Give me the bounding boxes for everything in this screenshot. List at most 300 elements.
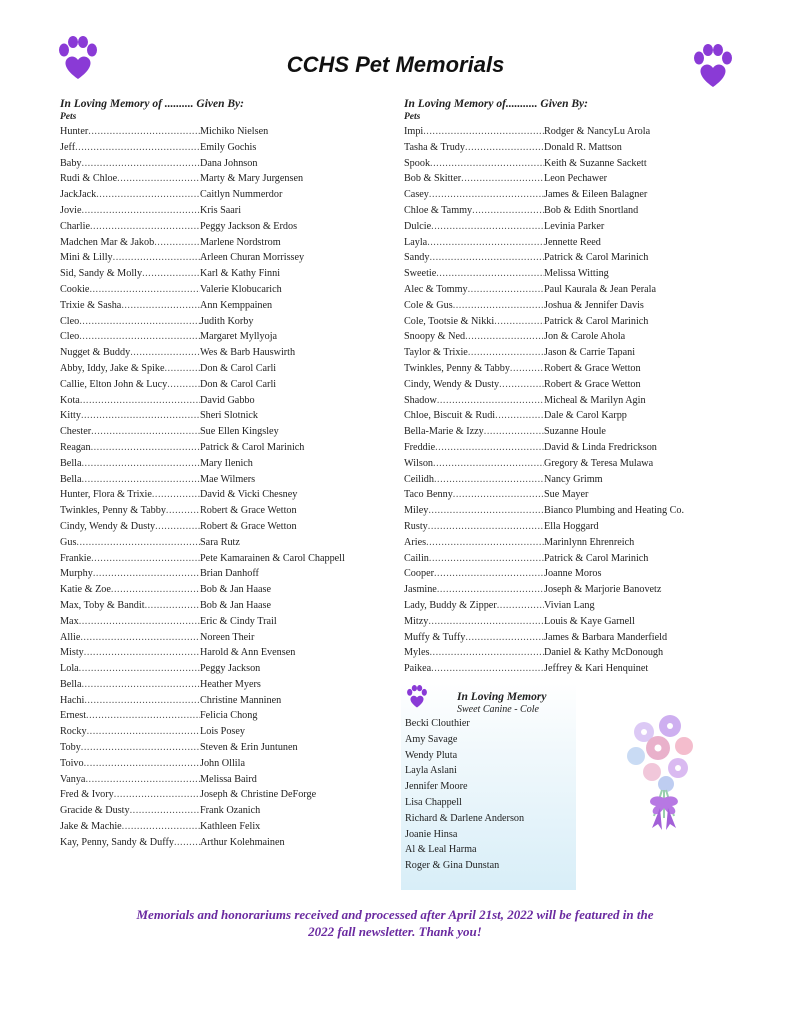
- pet-name-cell: [60, 787, 200, 803]
- pet-name-cell: [404, 329, 544, 345]
- pet-name-cell: [404, 598, 544, 614]
- given-by: Micheal & Marilyn Agin: [544, 394, 646, 406]
- given-by: Patrick & Carol Marinich: [544, 552, 649, 564]
- given-by: Eric & Cindy Trail: [200, 615, 277, 627]
- pet-name-cell: [60, 503, 200, 519]
- given-by: Joshua & Jennifer Davis: [544, 299, 644, 311]
- pet-name-cell: [60, 456, 200, 472]
- given-by: Levinia Parker: [544, 220, 605, 232]
- pet-name-cell: [404, 487, 544, 503]
- leader-dots: [436, 266, 544, 282]
- pet-name-cell: [404, 393, 544, 409]
- list-item: [60, 724, 370, 740]
- given-by: Patrick & Carol Marinich: [544, 252, 649, 264]
- list-item: [60, 708, 370, 724]
- pet-name: Paikea: [404, 663, 432, 675]
- pet-name-cell: [404, 219, 544, 235]
- given-by: Arthur Kolehmainen: [200, 836, 285, 848]
- given-by: Marlene Nordstrom: [200, 236, 281, 248]
- leader-dots: [437, 393, 544, 409]
- memorial-list: [404, 124, 714, 677]
- pet-name-cell: [60, 724, 200, 740]
- pet-name: Murphy: [60, 568, 93, 580]
- pet-name-cell: [60, 630, 200, 646]
- leader-dots: [465, 140, 544, 156]
- list-item: [60, 582, 370, 598]
- pet-name-cell: [60, 582, 200, 598]
- list-item: [404, 582, 714, 598]
- donor-name: Richard & Darlene Anderson: [405, 812, 525, 824]
- given-by: Joseph & Marjorie Banovetz: [544, 584, 662, 596]
- given-by: Caitlyn Nummerdor: [200, 189, 283, 201]
- pet-name-cell: [60, 819, 200, 835]
- pet-name: Baby: [60, 157, 82, 169]
- given-by: Sue Ellen Kingsley: [200, 426, 279, 438]
- pet-name: Miley: [404, 505, 429, 517]
- leader-dots: [121, 298, 200, 314]
- pet-name-cell: [60, 282, 200, 298]
- given-by: Melissa Witting: [544, 268, 609, 280]
- pet-name: Cooper: [404, 568, 434, 580]
- list-item: [404, 393, 714, 409]
- given-by: Judith Korby: [200, 315, 254, 327]
- memorial-donor-list: [405, 716, 524, 874]
- pet-name: Muffy & Tuffy: [404, 631, 466, 643]
- leader-dots: [166, 503, 200, 519]
- pet-name-cell: [60, 250, 200, 266]
- pet-name: Bella-Marie & Izzy: [404, 426, 484, 438]
- given-by: Bianco Plumbing and Heating Co.: [544, 505, 685, 517]
- list-item: [404, 140, 714, 156]
- list-item: [404, 235, 714, 251]
- leader-dots: [426, 535, 544, 551]
- leader-dots: [82, 677, 201, 693]
- given-by: Valerie Klobucarich: [200, 283, 282, 295]
- pet-name: Jasmine: [404, 584, 437, 596]
- leader-dots: [117, 171, 200, 187]
- given-by: Leon Pechawer: [544, 173, 608, 185]
- leader-dots: [167, 377, 200, 393]
- given-by: Robert & Grace Wetton: [544, 362, 641, 374]
- pet-name: Myles: [404, 647, 430, 659]
- pet-name-cell: [404, 235, 544, 251]
- given-by: Brian Danhoff: [200, 568, 259, 580]
- given-by: Sue Mayer: [544, 489, 589, 501]
- memorial-box: [401, 683, 576, 890]
- donor-name: Amy Savage: [405, 733, 458, 745]
- list-item: [404, 203, 714, 219]
- pet-name: Kitty: [60, 410, 81, 422]
- pet-name: Madchen Mar & Jakob: [60, 236, 155, 248]
- pet-name: Chester: [60, 426, 92, 438]
- page-title: CCHS Pet Memorials: [286, 52, 505, 77]
- list-item: [60, 329, 370, 345]
- leader-dots: [499, 377, 544, 393]
- pet-name-cell: [404, 661, 544, 677]
- given-by: Sara Rutz: [200, 536, 240, 548]
- list-item: [404, 329, 714, 345]
- leader-dots: [84, 645, 200, 661]
- pet-name-cell: [60, 377, 200, 393]
- pet-name: Hachi: [60, 694, 85, 706]
- list-item: [60, 551, 370, 567]
- leader-dots: [429, 551, 544, 567]
- given-by: Christine Manninen: [200, 694, 282, 706]
- leader-dots: [154, 235, 200, 251]
- list-item: [60, 219, 370, 235]
- given-by: Michiko Nielsen: [200, 126, 269, 137]
- given-by: Patrick & Carol Marinich: [200, 441, 305, 453]
- pet-name: Snoopy & Ned: [404, 331, 466, 343]
- pet-name-cell: [404, 282, 544, 298]
- leader-dots: [152, 487, 200, 503]
- pet-name-cell: [404, 582, 544, 598]
- given-by: Rodger & NancyLu Arola: [544, 126, 651, 137]
- pet-name-cell: [60, 235, 200, 251]
- pet-name-cell: [404, 171, 544, 187]
- list-item: [404, 645, 714, 661]
- pet-name-cell: [404, 408, 544, 424]
- list-item: [60, 487, 370, 503]
- given-by: James & Eileen Balagner: [544, 189, 648, 201]
- list-item: [404, 124, 714, 140]
- pet-name-cell: [404, 551, 544, 567]
- pet-name: Cindy, Wendy & Dusty: [404, 378, 500, 390]
- leader-dots: [497, 598, 544, 614]
- pet-name-cell: [404, 630, 544, 646]
- pet-name-cell: [60, 472, 200, 488]
- leader-dots: [429, 250, 544, 266]
- given-by: Kris Saari: [200, 204, 242, 216]
- pet-name-cell: [404, 377, 544, 393]
- pet-name-cell: [60, 803, 200, 819]
- list-item: [404, 661, 714, 677]
- pet-name: Fred & Ivory: [60, 789, 114, 801]
- donor-name: Wendy Pluta: [405, 749, 458, 761]
- leader-dots: [79, 661, 200, 677]
- leader-dots: [174, 835, 200, 851]
- pet-name: Cookie: [60, 283, 90, 295]
- pet-name-cell: [60, 329, 200, 345]
- pet-name: Katie & Zoe: [60, 584, 111, 596]
- list-item: [60, 503, 370, 519]
- given-by: Louis & Kaye Garnell: [544, 615, 635, 627]
- pet-name-cell: [60, 408, 200, 424]
- list-item: [404, 250, 714, 266]
- leader-dots: [453, 298, 544, 314]
- leader-dots: [84, 756, 200, 772]
- given-by: Mary Ilenich: [200, 457, 253, 469]
- leader-dots: [79, 329, 200, 345]
- pet-name-cell: [404, 298, 544, 314]
- pet-name: Gracide & Dusty: [60, 805, 130, 817]
- list-item: [60, 187, 370, 203]
- pet-name-cell: [60, 566, 200, 582]
- list-item: [60, 519, 370, 535]
- given-by: Arleen Churan Morrissey: [200, 252, 305, 264]
- leader-dots: [79, 614, 200, 630]
- pet-name-cell: [404, 503, 544, 519]
- list-item: [60, 377, 370, 393]
- given-by: Don & Carol Carli: [200, 362, 277, 374]
- list-item: [60, 677, 370, 693]
- given-by: Emily Gochis: [200, 141, 257, 153]
- leader-dots: [85, 772, 200, 788]
- pet-name: Tasha & Trudy: [404, 141, 465, 153]
- list-item: [404, 535, 714, 551]
- given-by: Dale & Carol Karpp: [544, 410, 627, 422]
- list-item: [60, 803, 370, 819]
- pet-name-cell: [60, 835, 200, 851]
- pet-name-cell: [60, 140, 200, 156]
- footer-line: Memorials and honorariums received and processed after April 21st, 2022 will be featured in the: [136, 907, 654, 922]
- list-item: [60, 203, 370, 219]
- pet-name: Layla: [404, 236, 428, 248]
- list-item: [60, 266, 370, 282]
- given-by: Mae Wilmers: [200, 473, 256, 485]
- leader-dots: [453, 487, 544, 503]
- leader-dots: [82, 472, 201, 488]
- leader-dots: [435, 440, 544, 456]
- pet-name-cell: [404, 345, 544, 361]
- donor-name: Layla Aslani: [405, 765, 457, 777]
- list-item: [60, 361, 370, 377]
- list-item: [60, 693, 370, 709]
- footer-note: [60, 906, 730, 940]
- leader-dots: [494, 314, 544, 330]
- pet-name: Sid, Sandy & Molly: [60, 268, 143, 280]
- pet-name-cell: [60, 519, 200, 535]
- leader-dots: [429, 187, 544, 203]
- list-item: [60, 740, 370, 756]
- pet-name: Sweetie: [404, 268, 437, 280]
- list-item: [404, 598, 714, 614]
- given-by: James & Barbara Manderfield: [544, 631, 668, 643]
- pet-name: Bob & Skitter: [404, 173, 462, 185]
- pet-name-cell: [404, 140, 544, 156]
- pet-name-cell: [60, 266, 200, 282]
- pet-name-cell: [60, 756, 200, 772]
- given-by: Bob & Jan Haase: [200, 599, 272, 611]
- given-by: Robert & Grace Wetton: [200, 505, 297, 517]
- pet-name-cell: [60, 345, 200, 361]
- pet-name-cell: [404, 124, 544, 140]
- pet-name: Reagan: [60, 441, 91, 453]
- pet-name: Alec & Tommy: [404, 283, 468, 295]
- pet-name: Twinkles, Penny & Tabby: [404, 362, 510, 374]
- pet-name-cell: [404, 645, 544, 661]
- given-by: Ella Hoggard: [544, 520, 599, 532]
- list-item: [60, 171, 370, 187]
- list-item: [404, 314, 714, 330]
- pet-name: Chloe, Biscuit & Rudi: [404, 410, 496, 422]
- pet-name: Toby: [60, 742, 81, 754]
- leader-dots: [434, 472, 544, 488]
- leader-dots: [122, 819, 200, 835]
- pet-name: Callie, Elton John & Lucy: [60, 378, 168, 390]
- given-by: Marinlynn Ehrenreich: [544, 536, 635, 548]
- list-item: [404, 630, 714, 646]
- pet-name: Cleo: [60, 315, 80, 327]
- list-item: [60, 440, 370, 456]
- leader-dots: [91, 551, 200, 567]
- given-by: Kathleen Felix: [200, 821, 261, 833]
- list-item: [60, 298, 370, 314]
- pet-name-cell: [404, 266, 544, 282]
- pet-name-cell: [60, 440, 200, 456]
- list-item: [404, 472, 714, 488]
- given-by: Bob & Jan Haase: [200, 584, 272, 596]
- leader-dots: [93, 566, 200, 582]
- leader-dots: [428, 519, 544, 535]
- pet-name: Gus: [60, 536, 77, 548]
- donor-name: Lisa Chappell: [405, 796, 462, 808]
- given-by: Donald R. Mattson: [544, 141, 622, 153]
- list-item: [60, 819, 370, 835]
- list-item: [60, 250, 370, 266]
- header-memory: In Loving Memory of ..........: [60, 98, 194, 110]
- leader-dots: [429, 645, 544, 661]
- given-by: John Ollila: [200, 757, 245, 769]
- pet-name: Rocky: [60, 726, 87, 738]
- leader-dots: [90, 219, 200, 235]
- list-item: [404, 282, 714, 298]
- list-item: [60, 661, 370, 677]
- pet-name-cell: [60, 424, 200, 440]
- given-by: Harold & Ann Evensen: [200, 647, 296, 659]
- list-item: [60, 124, 370, 140]
- list-item: [404, 408, 714, 424]
- given-by: David & Linda Fredrickson: [544, 441, 657, 453]
- pet-name: Sandy: [404, 252, 430, 264]
- list-item: [60, 456, 370, 472]
- given-by: Vivian Lang: [544, 599, 595, 611]
- given-by: Patrick & Carol Marinich: [544, 315, 649, 327]
- list-item: [60, 156, 370, 172]
- leader-dots: [130, 345, 200, 361]
- leader-dots: [155, 519, 200, 535]
- list-item: [404, 551, 714, 567]
- list-item: [60, 614, 370, 630]
- leader-dots: [84, 693, 200, 709]
- given-by: Jason & Carrie Tapani: [544, 347, 636, 359]
- column-subheader: Pets: [60, 112, 77, 122]
- right-column: [404, 97, 714, 677]
- leader-dots: [433, 456, 544, 472]
- leader-dots: [423, 124, 544, 140]
- pet-name: Spook: [404, 157, 431, 169]
- pet-name: Hunter, Flora & Trixie: [60, 489, 152, 501]
- given-by: Joanne Moros: [544, 568, 602, 580]
- given-by: Jeffrey & Kari Henquinet: [544, 663, 649, 675]
- leader-dots: [472, 203, 544, 219]
- list-item: [404, 377, 714, 393]
- flower-bouquet-icon: [622, 712, 702, 832]
- pet-name-cell: [60, 124, 200, 140]
- list-item: [60, 140, 370, 156]
- pet-name: Rusty: [404, 520, 428, 532]
- given-by: Felicia Chong: [200, 710, 258, 722]
- given-by: David Gabbo: [200, 394, 255, 406]
- pet-name: Taylor & Trixie: [404, 347, 468, 359]
- list-item: [60, 408, 370, 424]
- pet-name-cell: [60, 156, 200, 172]
- leader-dots: [465, 329, 544, 345]
- given-by: Robert & Grace Wetton: [200, 520, 297, 532]
- pet-name-cell: [60, 708, 200, 724]
- given-by: Margaret Myllyoja: [200, 331, 278, 343]
- leader-dots: [82, 456, 201, 472]
- leader-dots: [484, 424, 544, 440]
- pet-name-cell: [60, 598, 200, 614]
- memorial-list: [60, 124, 370, 851]
- list-item: [60, 282, 370, 298]
- pet-name: Cailin: [404, 552, 429, 564]
- leader-dots: [468, 345, 544, 361]
- pet-name: Allie: [60, 631, 81, 643]
- list-item: [404, 519, 714, 535]
- leader-dots: [91, 440, 200, 456]
- list-item: [404, 440, 714, 456]
- pet-name-cell: [60, 614, 200, 630]
- leader-dots: [91, 424, 200, 440]
- pet-name: Shadow: [404, 394, 437, 406]
- pet-name-cell: [60, 314, 200, 330]
- pet-name-cell: [404, 250, 544, 266]
- pet-name: JackJack: [60, 189, 97, 201]
- pet-name: Lady, Buddy & Zipper: [404, 599, 497, 611]
- list-item: [60, 566, 370, 582]
- list-item: [60, 424, 370, 440]
- leader-dots: [145, 598, 200, 614]
- list-item: [60, 835, 370, 851]
- given-by: Sheri Slotnick: [200, 410, 259, 422]
- pet-name-cell: [60, 487, 200, 503]
- list-item: [404, 503, 714, 519]
- given-by: Jennette Reed: [544, 236, 601, 248]
- list-item: [60, 756, 370, 772]
- given-by: Pete Kamarainen & Carol Chappell: [200, 552, 345, 564]
- list-item: [60, 472, 370, 488]
- pet-name: Cindy, Wendy & Dusty: [60, 520, 156, 532]
- pet-name-cell: [60, 693, 200, 709]
- leader-dots: [468, 282, 544, 298]
- given-by: Wes & Barb Hauswirth: [200, 347, 296, 359]
- donor-name: Roger & Gina Dunstan: [405, 860, 500, 872]
- leader-dots: [79, 314, 200, 330]
- list-item: [404, 614, 714, 630]
- pet-name: Aries: [404, 536, 427, 548]
- pet-name: Vanya: [60, 773, 86, 785]
- leader-dots: [431, 219, 544, 235]
- pet-name: Jovie: [60, 204, 82, 216]
- header-memory: In Loving Memory of...........: [404, 98, 538, 110]
- pet-name-cell: [60, 298, 200, 314]
- pet-name: Kay, Penny, Sandy & Duffy: [60, 836, 174, 848]
- pet-name: Casey: [404, 189, 429, 201]
- pet-name-cell: [404, 519, 544, 535]
- given-by: Lois Posey: [200, 726, 245, 738]
- pet-name: Impi: [404, 126, 424, 137]
- pet-name: Ernest: [60, 710, 87, 722]
- given-by: Daniel & Kathy McDonough: [544, 647, 664, 659]
- pet-name-cell: [404, 424, 544, 440]
- pet-name-cell: [60, 203, 200, 219]
- column-header: [60, 97, 370, 111]
- list-item: [404, 424, 714, 440]
- list-item: [60, 772, 370, 788]
- pet-name: Max: [60, 615, 79, 627]
